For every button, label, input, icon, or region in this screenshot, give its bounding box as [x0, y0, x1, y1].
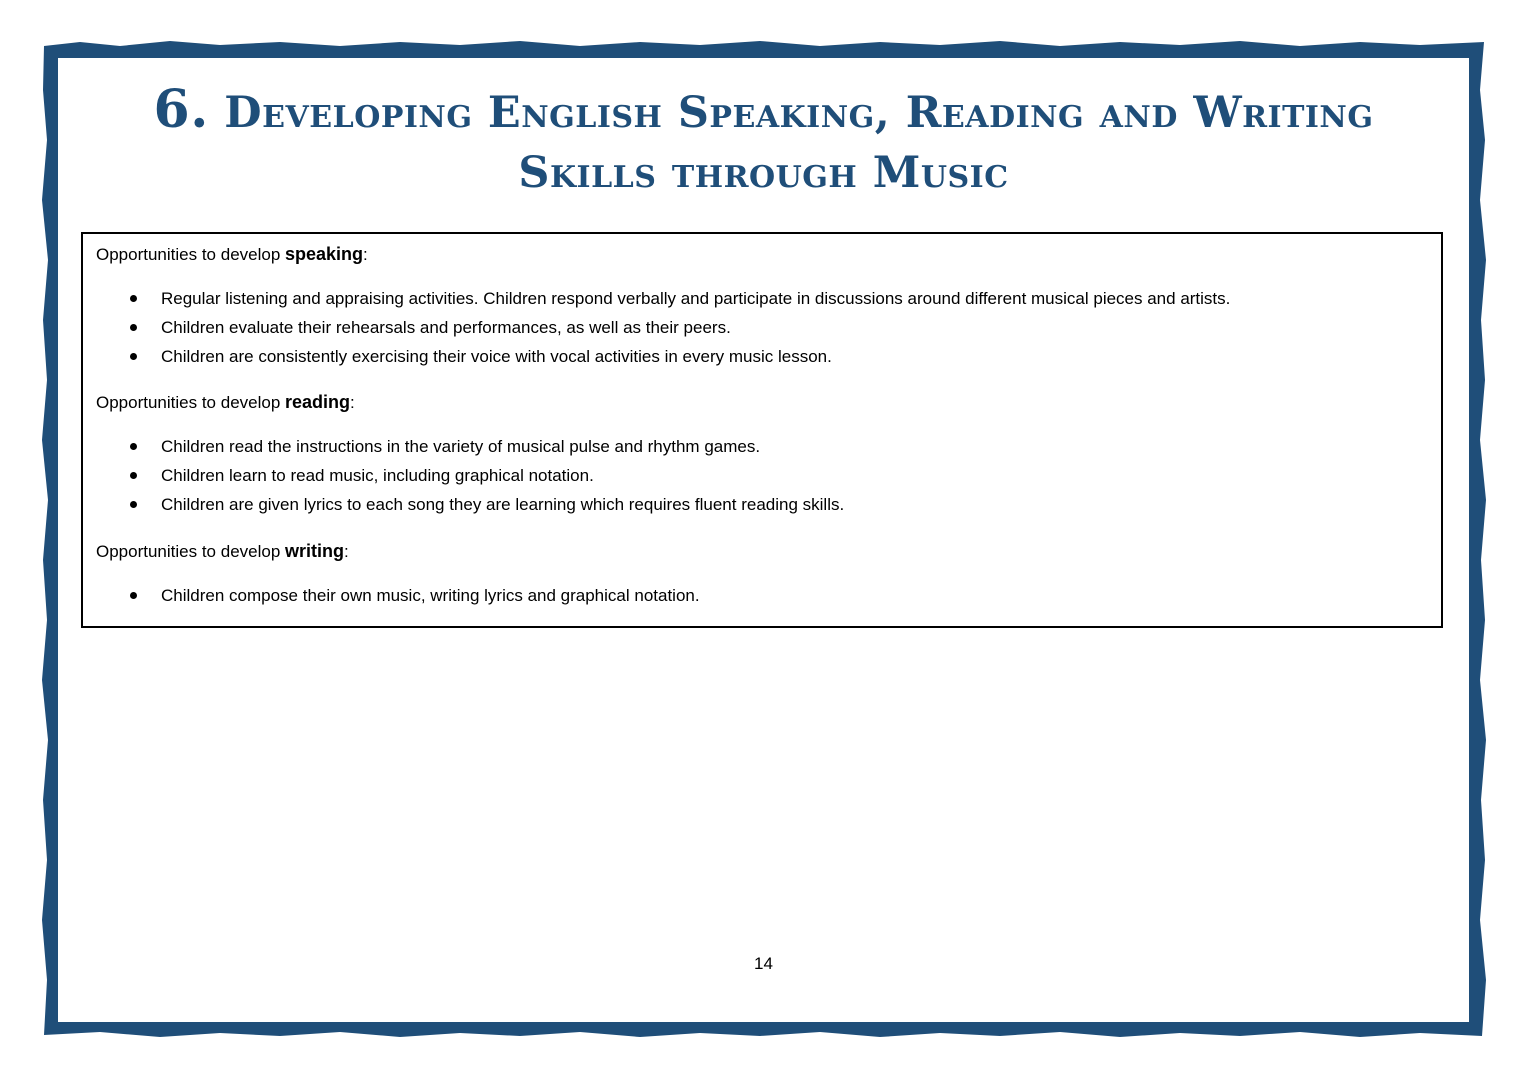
list-item-text: Children learn to read music, including graphical notation.: [161, 466, 594, 485]
speaking-heading: [96, 244, 368, 265]
writing-heading-prefix: Opportunities to develop: [96, 542, 286, 561]
list-item-text: Children are consistently exercising their voice with vocal activities in every music lesson.: [161, 347, 832, 366]
reading-keyword: reading: [285, 392, 351, 412]
bullet-icon: [130, 295, 137, 302]
content-box: [81, 232, 1443, 628]
list-item: [83, 342, 1423, 371]
bullet-icon: [130, 353, 137, 360]
bullet-icon: [130, 501, 137, 508]
list-item: [83, 432, 1423, 461]
speaking-list: [83, 284, 1423, 371]
writing-heading: [96, 541, 349, 562]
reading-heading-prefix: Opportunities to develop: [96, 393, 286, 412]
reading-heading-suffix: :: [350, 393, 355, 412]
bullet-icon: [130, 592, 137, 599]
list-item: [83, 461, 1423, 490]
speaking-keyword: speaking: [285, 244, 364, 264]
list-item: [83, 313, 1423, 342]
bullet-icon: [130, 324, 137, 331]
page-number: 14: [754, 954, 773, 973]
page-title: [60, 80, 1467, 203]
title-text-1: Developing English Speaking, Reading and Writing: [224, 88, 1374, 138]
list-item-text: Children are given lyrics to each song they are learning which requires fluent reading skills.: [161, 495, 845, 514]
list-item-text: Regular listening and appraising activities. Children respond verbally and participate in discussions around different musical pieces and artists.: [161, 289, 1231, 308]
bullet-icon: [130, 443, 137, 450]
list-item: [83, 490, 1423, 519]
speaking-heading-suffix: :: [363, 245, 368, 264]
list-item-text: Children compose their own music, writing lyrics and graphical notation.: [161, 586, 700, 605]
title-line-1: [60, 80, 1467, 143]
writing-list: [83, 581, 1423, 610]
title-line-2: Skills through Music: [518, 148, 1009, 198]
bullet-icon: [130, 472, 137, 479]
list-item-text: Children read the instructions in the variety of musical pulse and rhythm games.: [161, 437, 761, 456]
list-item: [83, 284, 1423, 313]
section-number: 6.: [153, 79, 209, 140]
speaking-heading-prefix: Opportunities to develop: [96, 245, 286, 264]
reading-heading: [96, 392, 355, 413]
writing-heading-suffix: :: [344, 542, 349, 561]
list-item: [83, 581, 1423, 610]
list-item-text: Children evaluate their rehearsals and performances, as well as their peers.: [161, 318, 731, 337]
writing-keyword: writing: [285, 541, 345, 561]
reading-list: [83, 432, 1423, 519]
